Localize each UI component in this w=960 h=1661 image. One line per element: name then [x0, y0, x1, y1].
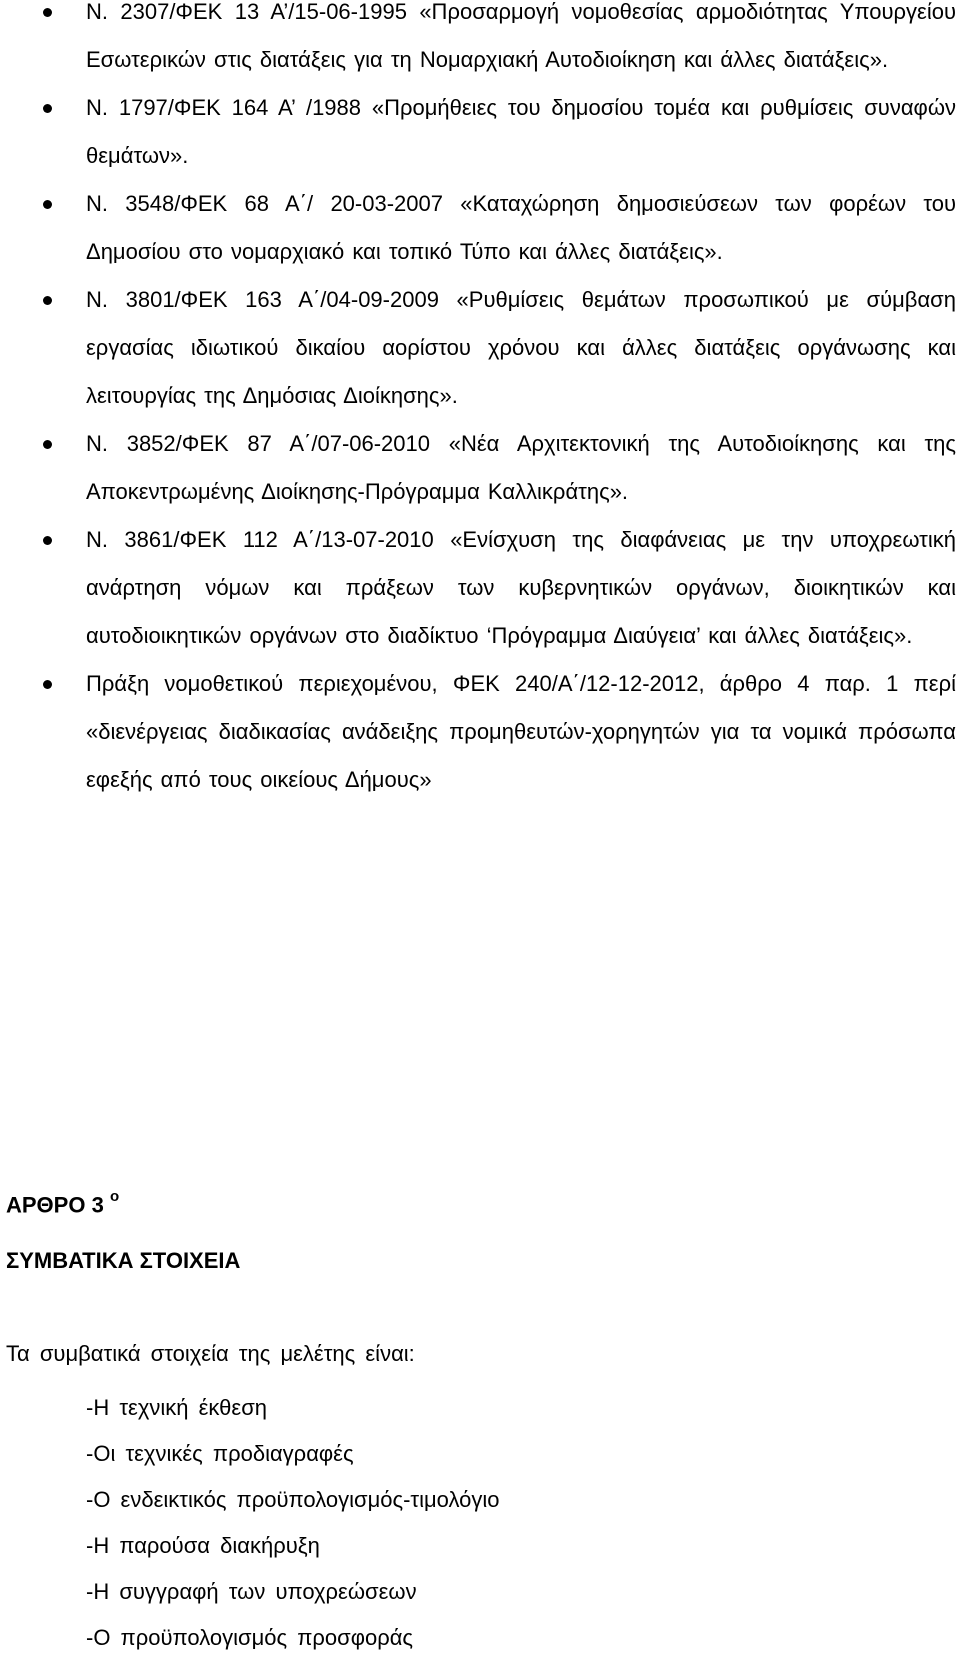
- list-item: [0, 516, 956, 660]
- list-item: [0, 276, 956, 420]
- list-item: [0, 660, 956, 804]
- article-heading: [6, 1188, 119, 1217]
- list-item-text: Ν. 2307/ΦΕΚ 13 Α’/15-06-1995 «Προσαρμογή νομοθεσίας αρμοδιότητας Υπουργείου Εσωτερικών στις διατάξεις για τη Νομαρχιακή Αυτοδιοίκηση και άλλες διατάξεις».: [86, 0, 956, 72]
- list-item: -Η παρούσα διακήρυξη: [86, 1533, 320, 1558]
- list-item: [0, 0, 956, 84]
- list-item: -Η συγγραφή των υποχρεώσεων: [86, 1579, 417, 1604]
- list-item: [0, 180, 956, 276]
- bullet-icon: [43, 200, 52, 209]
- list-item-text: Ν. 3548/ΦΕΚ 68 Α΄/ 20-03-2007 «Καταχώρηση δημοσιεύσεων των φορέων του Δημοσίου στο νομαρχιακό και τοπικό Τύπο και άλλες διατάξεις».: [86, 191, 956, 264]
- list-item-text: Ν. 3861/ΦΕΚ 112 Α΄/13-07-2010 «Ενίσχυση της διαφάνειας με την υποχρεωτική ανάρτηση νόμων και πράξεων των κυβερνητικών οργάνων, διοικητικών και αυτοδιοικητικών οργάνων στο διαδίκτυο ‘Πρόγραμμα Διαύγεια’ και άλλες διατάξεις».: [86, 527, 956, 648]
- bullet-icon: [43, 296, 52, 305]
- list-item: -Ο προϋπολογισμός προσφοράς: [86, 1625, 414, 1650]
- bullet-icon: [43, 440, 52, 449]
- list-item: -Οι τεχνικές προδιαγραφές: [86, 1441, 354, 1466]
- article-heading-superscript: ο: [109, 1188, 120, 1205]
- article-title: ΣΥΜΒΑΤΙΚΑ ΣΤΟΙΧΕΙΑ: [6, 1248, 241, 1273]
- contract-elements-list: [86, 1385, 500, 1661]
- legislation-list: [0, 0, 960, 816]
- list-item: -Η τεχνική έκθεση: [86, 1395, 268, 1420]
- list-item: [0, 420, 956, 516]
- list-item: -Ο ενδεικτικός προϋπολογισμός-τιμολόγιο: [86, 1487, 500, 1512]
- bullet-icon: [43, 8, 52, 17]
- list-item-text: Ν. 3801/ΦΕΚ 163 Α΄/04-09-2009 «Ρυθμίσεις θεμάτων προσωπικού με σύμβαση εργασίας ιδιωτικού δικαίου αορίστου χρόνου και άλλες διατάξεις οργάνωσης και λειτουργίας της Δημόσιας Διοίκησης».: [86, 287, 956, 408]
- list-item-text: Ν. 1797/ΦΕΚ 164 Α’ /1988 «Προμήθειες του δημοσίου τομέα και ρυθμίσεις συναφών θεμάτων».: [86, 95, 956, 168]
- list-item: [0, 84, 956, 180]
- bullet-icon: [43, 104, 52, 113]
- bullet-icon: [43, 536, 52, 545]
- list-item-text: Πράξη νομοθετικού περιεχομένου, ΦΕΚ 240/Α΄/12-12-2012, άρθρο 4 παρ. 1 περί «διενέργειας διαδικασίας ανάδειξης προμηθευτών-χορηγητών για τα νομικά πρόσωπα εφεξής από τους οικείους Δήμους»: [86, 671, 956, 792]
- intro-paragraph: Τα συμβατικά στοιχεία της μελέτης είναι:: [6, 1341, 415, 1366]
- list-item-text: Ν. 3852/ΦΕΚ 87 Α΄/07-06-2010 «Νέα Αρχιτεκτονική της Αυτοδιοίκησης και της Αποκεντρωμένης Διοίκησης-Πρόγραμμα Καλλικράτης».: [86, 431, 956, 504]
- article-heading-text: ΑΡΘΡΟ 3: [6, 1192, 104, 1218]
- bullet-icon: [43, 680, 52, 689]
